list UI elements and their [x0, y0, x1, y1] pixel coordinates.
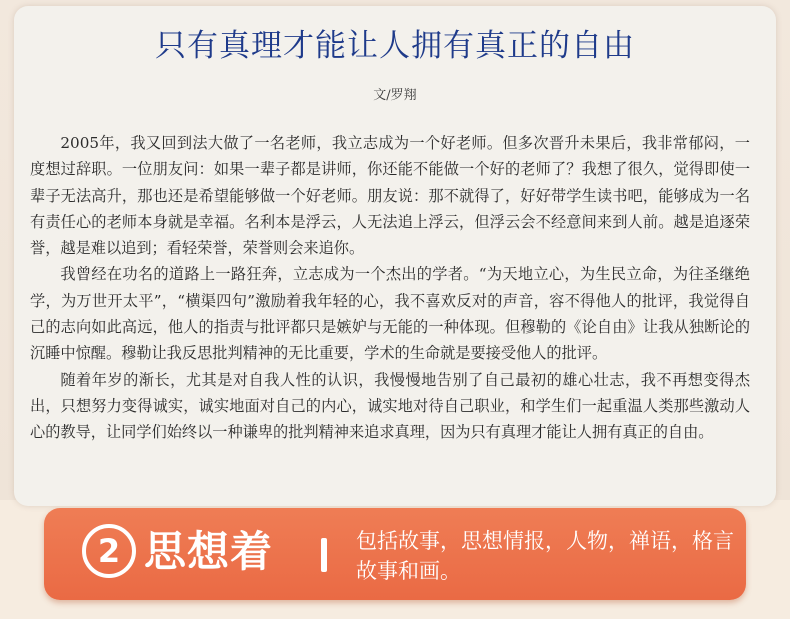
article-page — [14, 6, 776, 506]
article-title: 只有真理才能让人拥有真正的自由 — [155, 28, 635, 64]
paragraph: 随着年岁的渐长，尤其是对自我人性的认识，我慢慢地告别了自己最初的雄心壮志，我不再想变得杰出，只想努力变得诚实，诚实地面对自己的内心，诚实地对待自己职业，和学生们一起重温人类那些激动人心的教导，让同学们始终以一种谦卑的批判精神来追求真理，因为只有真理才能让人拥有真正的自由。 — [30, 370, 750, 442]
article-body — [30, 130, 750, 446]
paragraph: 2005年，我又回到法大做了一名老师，我立志成为一个好老师。但多次晋升未果后，我非常郁闷，一度想过辞职。一位朋友问：如果一辈子都是讲师，你还能不能做一个好的老师了？我想了很久，觉得即使一辈子无法高升，那也还是希望能够做一个好老师。朋友说：那不就得了，好好带学生读书吧，能够成为一名有责任心的老师本身就是幸福。名利本是浮云，人无法追上浮云，但浮云会不经意间来到人前。越是追逐荣誉，越是难以追到；看轻荣誉，荣誉则会来追你。 — [30, 134, 750, 258]
section-banner — [44, 508, 746, 600]
article-author: 文/罗翔 — [373, 88, 417, 103]
divider — [321, 538, 327, 572]
paragraph: 我曾经在功名的道路上一路狂奔，立志成为一个杰出的学者。“为天地立心，为生民立命，为往圣继绝学，为万世开太平”，“横渠四句”激励着我年轻的心，我不喜欢反对的声音，容不得他人的批评，我觉得自己的志向如此高远，他人的指责与批评都只是嫉妒与无能的一种体现。但穆勒的《论自由》让我从独断论的沉睡中惊醒。穆勒让我反思批判精神的无比重要，学术的生命就是要接受他人的批评。 — [30, 265, 750, 363]
section-number-badge: 2 — [82, 524, 136, 578]
section-description: 包括故事，思想情报，人物，禅语，格言故事和画。 — [356, 529, 734, 583]
section-heading: 思想着 — [144, 527, 274, 576]
